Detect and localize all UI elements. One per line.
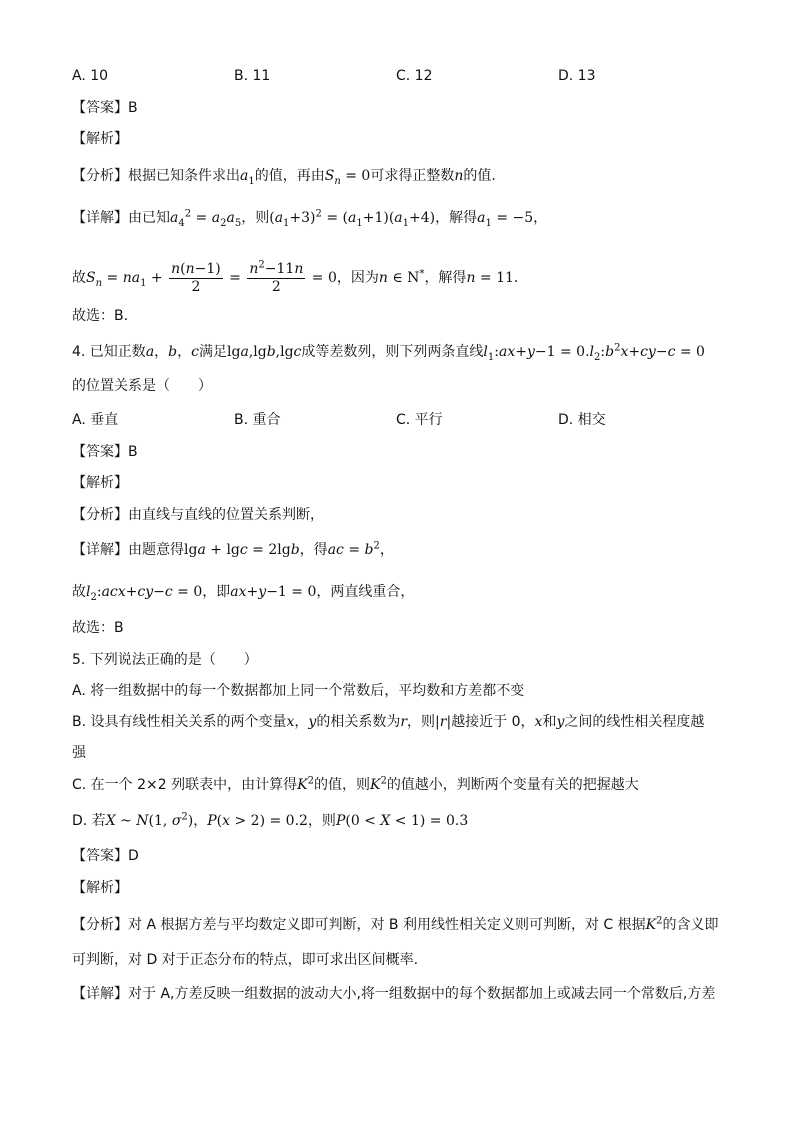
q4-stem-text: 4. 已知正数 [72,344,146,360]
q3-analysis-label: 【解析】 [72,131,128,147]
fraction: $\frac{n(n-1)}{2}$ [171,260,221,295]
q5-analysis-text: 的含义即 [662,917,719,933]
q4-conclusion-text: ，两直线重合， [316,584,415,600]
q5-analysis-text: 【分析】对 A 根据方差与平均数定义即可判断，对 B 利用线性相关定义则可判断，对 C 根据 [72,917,646,933]
q4-stem-text: 成等差数列，则下列两条直线 [301,344,484,360]
q4-answer: 【答案】B [72,444,138,460]
q3-analysis-text: 的值. [463,168,496,184]
q4-conclusion-text: ，即 [202,584,231,600]
q3-detail-text: ，解得 [424,270,467,286]
q3-analysis-text: 的值，再由 [254,168,325,184]
q5-answer: 【答案】D [72,848,139,864]
q3-detail-2: 故$S_n = na_1$ + $\frac{n(n-1)}{2}$ = $\frac{n^2-11n}{2}$ = 0，因为n ∈ N*，解得n = 11. [72,258,519,295]
q3-detail-1: 【详解】由已知$a_4^2 = a_2a_5$，则$(a_1+3)^2 = (a_1+1)(a_1+4)$，解得$a_1 = -5$， [72,208,548,229]
q3-detail-text: ，因为 [336,270,379,286]
q5-analysis-1: 【分析】对 A 根据方差与平均数定义即可判断，对 B 利用线性相关定义则可判断，对 C 根据$K^2$的含义即 [72,915,719,933]
q5-analysis-label: 【解析】 [72,880,128,896]
q3-detail-text: 【详解】由已知 [72,210,170,226]
q5-option-b-text: ，则 [407,714,436,730]
q5-option-b-text: 越接近于 0， [451,714,535,730]
q3-option-b: B. 11 [234,68,271,84]
q4-option-a: A. 垂直 [72,412,119,428]
q3-option-d: D. 13 [558,68,596,84]
q4-detail: 【详解】由题意得lga + lgc = 2lgb，得ac = $b^2$， [72,540,394,558]
q5-option-b-text: 和 [542,714,557,730]
q4-conclusion: 故$l_2:acx+cy-c = 0$，即ax+y−1 = 0，两直线重合， [72,584,415,603]
q4-choose: 故选：B [72,620,124,636]
q5-option-a: A. 将一组数据中的每一个数据都加上同一个常数后，平均数和方差都不变 [72,683,525,699]
q5-option-d-text: ，则 [307,813,336,829]
q4-analysis: 【分析】由直线与直线的位置关系判断， [72,507,324,523]
q4-detail-text: ，得 [299,542,328,558]
q4-option-b: B. 重合 [234,412,281,428]
q4-conclusion-text: 故 [72,584,86,600]
q3-analysis: 【分析】根据已知条件求出$a_1$的值，再由$S_n = 0$可求得正整数n的值. [72,168,496,187]
q5-option-d-text: D. 若 [72,813,106,829]
q4-option-d: D. 相交 [558,412,606,428]
q4-stem-1: 4. 已知正数a，b，c满足lga,lgb,lgc成等差数列，则下列两条直线$l_1:ax+y-1$ = $0.l_2:b^2x+cy-c = 0$ [72,342,705,363]
q3-analysis-text: 【分析】根据已知条件求出 [72,168,240,184]
q5-option-d: D. 若X ~ N(1, $\sigma^2$)，P(x > 2) = 0.2，则P(0 < X < 1) = 0.3 [72,811,469,829]
q5-option-b-text: B. 设具有线性相关关系的两个变量 [72,714,287,730]
q4-option-c: C. 平行 [396,412,443,428]
q5-option-b: B. 设具有线性相关关系的两个变量x，y的相关系数为r，则|r|越接近于 0，x和y之间的线性相关程度越 [72,714,705,730]
q5-stem: 5. 下列说法正确的是（ ） [72,652,258,668]
q3-analysis-text: 可求得正整数 [370,168,455,184]
q5-option-c-text: 的值越小，判断两个变量有关的把握越大 [386,777,639,793]
q3-choose: 故选：B. [72,308,129,324]
q5-detail-1: 【详解】对于 A,方差反映一组数据的波动大小,将一组数据中的每个数据都加上或减去同一个常数后,方差 [72,986,716,1002]
q4-analysis-label: 【解析】 [72,475,128,491]
q3-option-a: A. 10 [72,68,109,84]
q3-answer: 【答案】B [72,100,138,116]
q4-stem-text: 满足 [198,344,227,360]
q5-option-b-text: 之间的线性相关程度越 [564,714,705,730]
q5-analysis-2: 可判断，对 D 对于正态分布的特点，即可求出区间概率. [72,952,419,968]
fraction: $\frac{n^2-11n}{2}$ [249,258,304,295]
q3-detail-text: ，解得 [435,210,478,226]
q4-stem-2: 的位置关系是（ ） [72,378,212,394]
q5-option-c-text: 的值，则 [313,777,370,793]
q4-detail-text: 【详解】由题意得 [72,542,184,558]
q5-option-b-2: 强 [72,745,86,761]
q3-detail-text: ，则 [241,210,270,226]
q3-detail-text: 故 [72,270,86,286]
q5-option-c-text: C. 在一个 2×2 列联表中，由计算得 [72,777,298,793]
q3-option-c: C. 12 [396,68,433,84]
q5-option-c: C. 在一个 2×2 列联表中，由计算得$K^2$的值，则$K^2$的值越小，判断两个变量有关的把握越大 [72,775,639,793]
q5-option-b-text: 的相关系数为 [316,714,401,730]
